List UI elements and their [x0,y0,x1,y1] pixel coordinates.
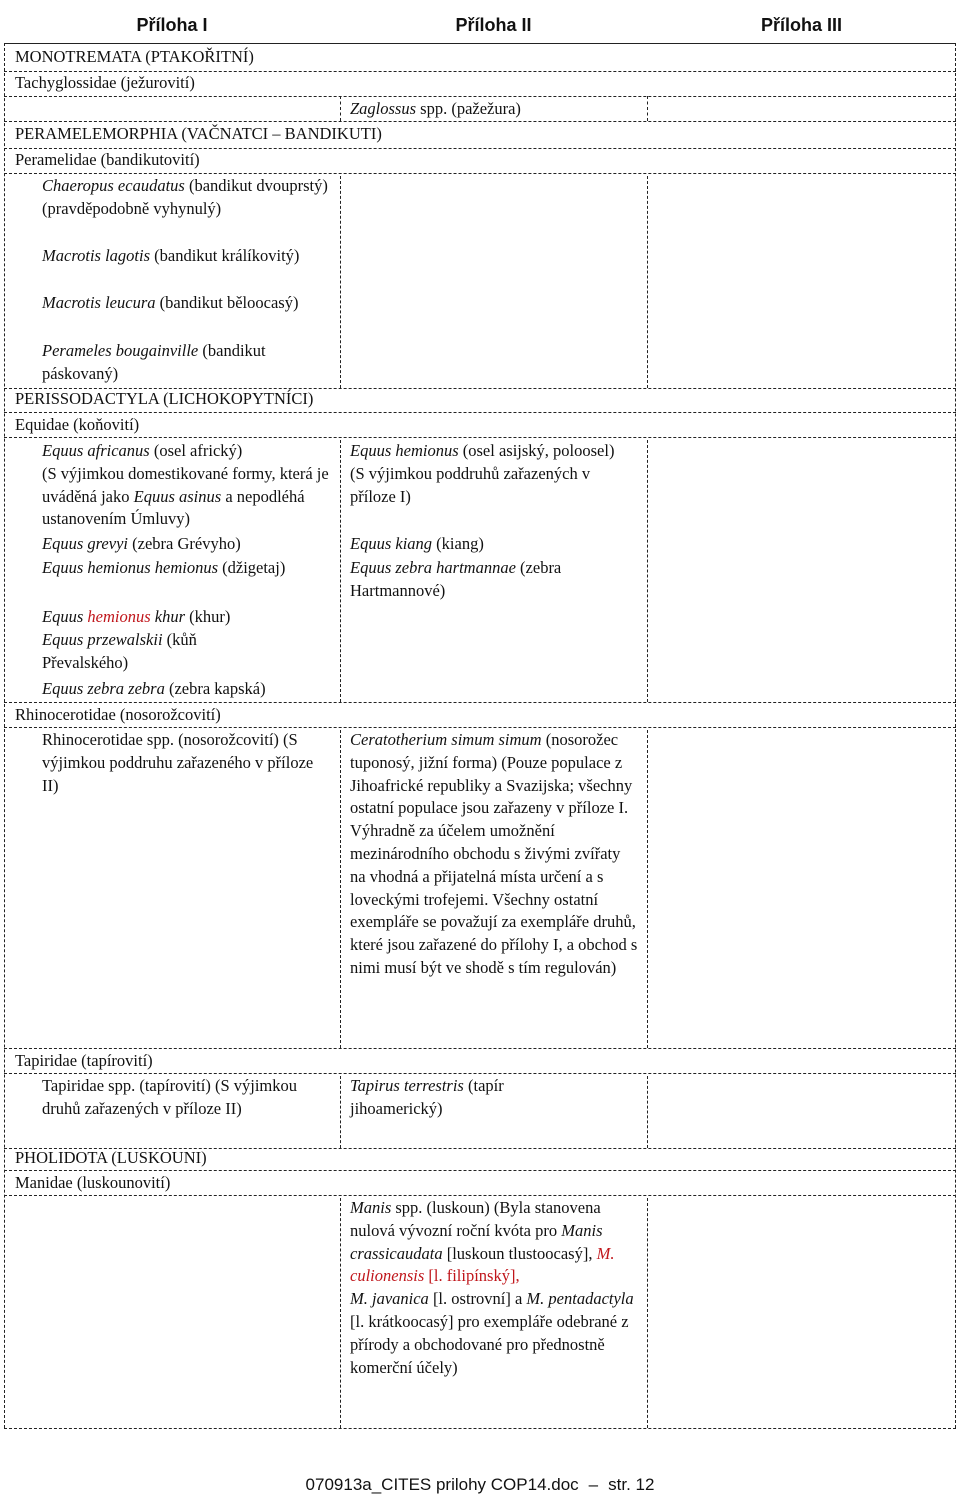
family-rhinocerotidae: Rhinocerotidae (nosorožcovití) [15,705,221,724]
row-separator [4,173,956,174]
taxon-note: (kiang) [432,534,484,553]
taxon-name: M. javanica [350,1289,429,1309]
species-equus-hemionus-hemionus [42,557,342,580]
table-left-border [4,43,5,1428]
row-separator [4,412,956,413]
row-separator [4,1073,956,1074]
taxon-note: (khur) [185,607,231,626]
order-monotremata: MONOTREMATA (PTAKOŘITNÍ) [15,47,254,66]
family-tachyglossidae: Tachyglossidae (ježurovití) [15,73,195,92]
row-separator [4,727,956,728]
taxon-name: Equus [42,607,88,626]
species-equus-grevyi [42,533,342,556]
taxon-name: Equus zebra hartmannae [350,558,516,577]
species-chaeropus-ecaudatus [42,175,342,221]
taxon-name: khur [150,607,185,626]
col-divider-1 [340,1076,341,1148]
order-perissodactyla: PERISSODACTYLA (LICHOKOPYTNÍCI) [15,389,314,408]
taxon-note: (osel asijský, poloosel) (S výjimkou poddruhů zařazených v příloze I) [350,441,615,506]
species-macrotis-leucura [42,292,342,315]
species-zaglossus [350,98,650,121]
species-equus-africanus [42,440,342,531]
row-separator [4,1195,956,1196]
taxon-name: Chaeropus ecaudatus [42,176,185,195]
row-separator [4,1048,956,1049]
table-right-border [955,43,956,1428]
header-priloha-1: Příloha I [136,15,208,35]
species-rhinocerotidae-spp: Rhinocerotidae spp. (nosorožcovití) (S výjimkou poddruhu zařazeného v příloze II) [42,730,314,795]
col-divider-2 [647,730,648,1048]
taxon-name: Macrotis lagotis [42,246,151,265]
taxon-name: Equus asinus [133,486,222,506]
species-tapirus-terrestris [350,1075,570,1121]
taxon-note: (zebra kapská) [164,679,266,698]
species-tapiridae-spp: Tapiridae spp. (tapírovití) (S výjimkou druhů zařazených v příloze II) [42,1076,298,1118]
family-equidae: Equidae (koňovití) [15,415,140,434]
taxon-note: (džigetaj) [218,558,286,577]
header-priloha-2: Příloha II [455,15,532,35]
taxon-note: (zebra Grévyho) [128,534,241,553]
family-manidae: Manidae (luskounovití) [15,1173,171,1192]
amended-taxon-name: hemionus [87,607,151,626]
col-divider-1 [340,1198,341,1428]
taxon-name: Macrotis leucura [42,293,156,312]
taxon-note: (tapír jihoamerický) [350,1076,504,1118]
family-tapiridae: Tapiridae (tapírovití) [15,1051,153,1070]
taxon-note: (bandikut králíkovitý) [150,246,300,265]
taxon-note: (bandikut dvouprstý) (pravděpodobně vyhynulý) [42,176,328,218]
species-ceratotherium-simum-simum [350,729,640,980]
col-divider-2 [647,1198,648,1428]
taxon-note: (nosorožec tuponosý, jižní forma) (Pouze populace z Jihoafrické republiky a Svazijska; všechny ostatní populace jsou zařazeny v příloze I. Výhradně za účelem umožnění mezinárodního obchodu s živými zvířaty na vhodná a přijatelná místa určení a s loveckými trofejemi. Všechny ostatní exempláře se považují za exempláře druhů, které jsou zařazené do přílohy I, a obchod s nimi musí být ve shodě s tím regulován) [350,730,638,977]
taxon-name: Equus hemionus [350,441,459,460]
footer-filename: 070913a_CITES prilohy COP14.doc [305,1475,579,1494]
order-peramelemorphia: PERAMELEMORPHIA (VAČNATCI – BANDIKUTI) [15,124,382,143]
taxon-name: Equus kiang [350,534,433,553]
col-divider-1 [340,730,341,1048]
col-divider-2 [647,440,648,702]
taxon-name: Tapirus terrestris [350,1076,464,1095]
species-equus-zebra-zebra [42,678,342,701]
species-equus-kiang [350,533,650,556]
taxon-note: (S výjimkou domestikované formy, která je uváděná jako [42,463,329,506]
page-footer [0,1475,960,1495]
taxon-name: Ceratotherium simum simum [350,730,542,749]
taxon-name: Perameles bougainville [42,341,199,360]
footer-separator: – [588,1475,599,1494]
table-bottom-rule [4,1428,956,1429]
col-divider-2 [647,1076,648,1148]
taxon-note: spp. (pažežura) [416,99,521,118]
taxon-name: Manis crassicaudata [350,1220,603,1263]
taxon-note: (bandikut páskovaný) [42,341,266,383]
species-equus-zebra-hartmannae [350,557,620,603]
header-rule [4,43,956,44]
amended-taxon-name: M. culionensis [350,1243,615,1286]
taxon-note: (zebra Hartmannové) [350,558,562,600]
taxon-note: [l. krátkoocasý] pro exempláře odebrané z přírody a obchodované pro přednostně komerční účely) [350,1311,629,1377]
taxon-note: (osel africký) [149,441,243,460]
species-equus-hemionus-khur [42,606,342,629]
taxon-name: Manis [350,1198,392,1217]
species-manis-spp [350,1197,642,1379]
footer-page-number: str. 12 [608,1475,655,1494]
row-separator [4,121,956,122]
taxon-note: (bandikut běloocasý) [155,293,299,312]
header-priloha-3: Příloha III [760,15,843,35]
order-pholidota: PHOLIDOTA (LUSKOUNI) [15,1148,207,1167]
species-perameles-bougainville [42,340,342,386]
taxon-name: M. pentadactyla [526,1289,634,1309]
taxon-name: Equus hemionus hemionus [42,558,218,577]
row-separator [4,702,956,703]
row-separator [4,1170,956,1171]
taxon-name: Equus zebra zebra [42,679,165,698]
taxon-note: [luskoun tlustoocasý], [442,1243,597,1263]
taxon-note: [l. ostrovní] a [428,1289,527,1309]
col-divider-1 [340,96,341,121]
taxon-note: (kůň Převalského) [42,630,197,672]
species-macrotis-lagotis [42,245,342,268]
taxon-name: Equus grevyi [42,534,128,553]
col-divider-2 [647,176,648,388]
species-equus-przewalskii [42,629,262,675]
taxon-note: a nepodléhá ustanovením Úmluvy) [42,486,305,529]
taxon-note: spp. (luskoun) (Byla stanovena nulová vývozní roční kvóta pro [350,1198,601,1240]
amended-taxon-note: [l. filipínský], [424,1266,520,1286]
taxon-name: Equus africanus [42,441,150,460]
family-peramelidae: Peramelidae (bandikutovití) [15,150,200,169]
row-separator [4,437,956,438]
taxon-name: Equus przewalskii [42,630,163,649]
taxon-name: Zaglossus [350,99,417,118]
row-separator [4,96,956,97]
species-equus-hemionus [350,440,620,508]
